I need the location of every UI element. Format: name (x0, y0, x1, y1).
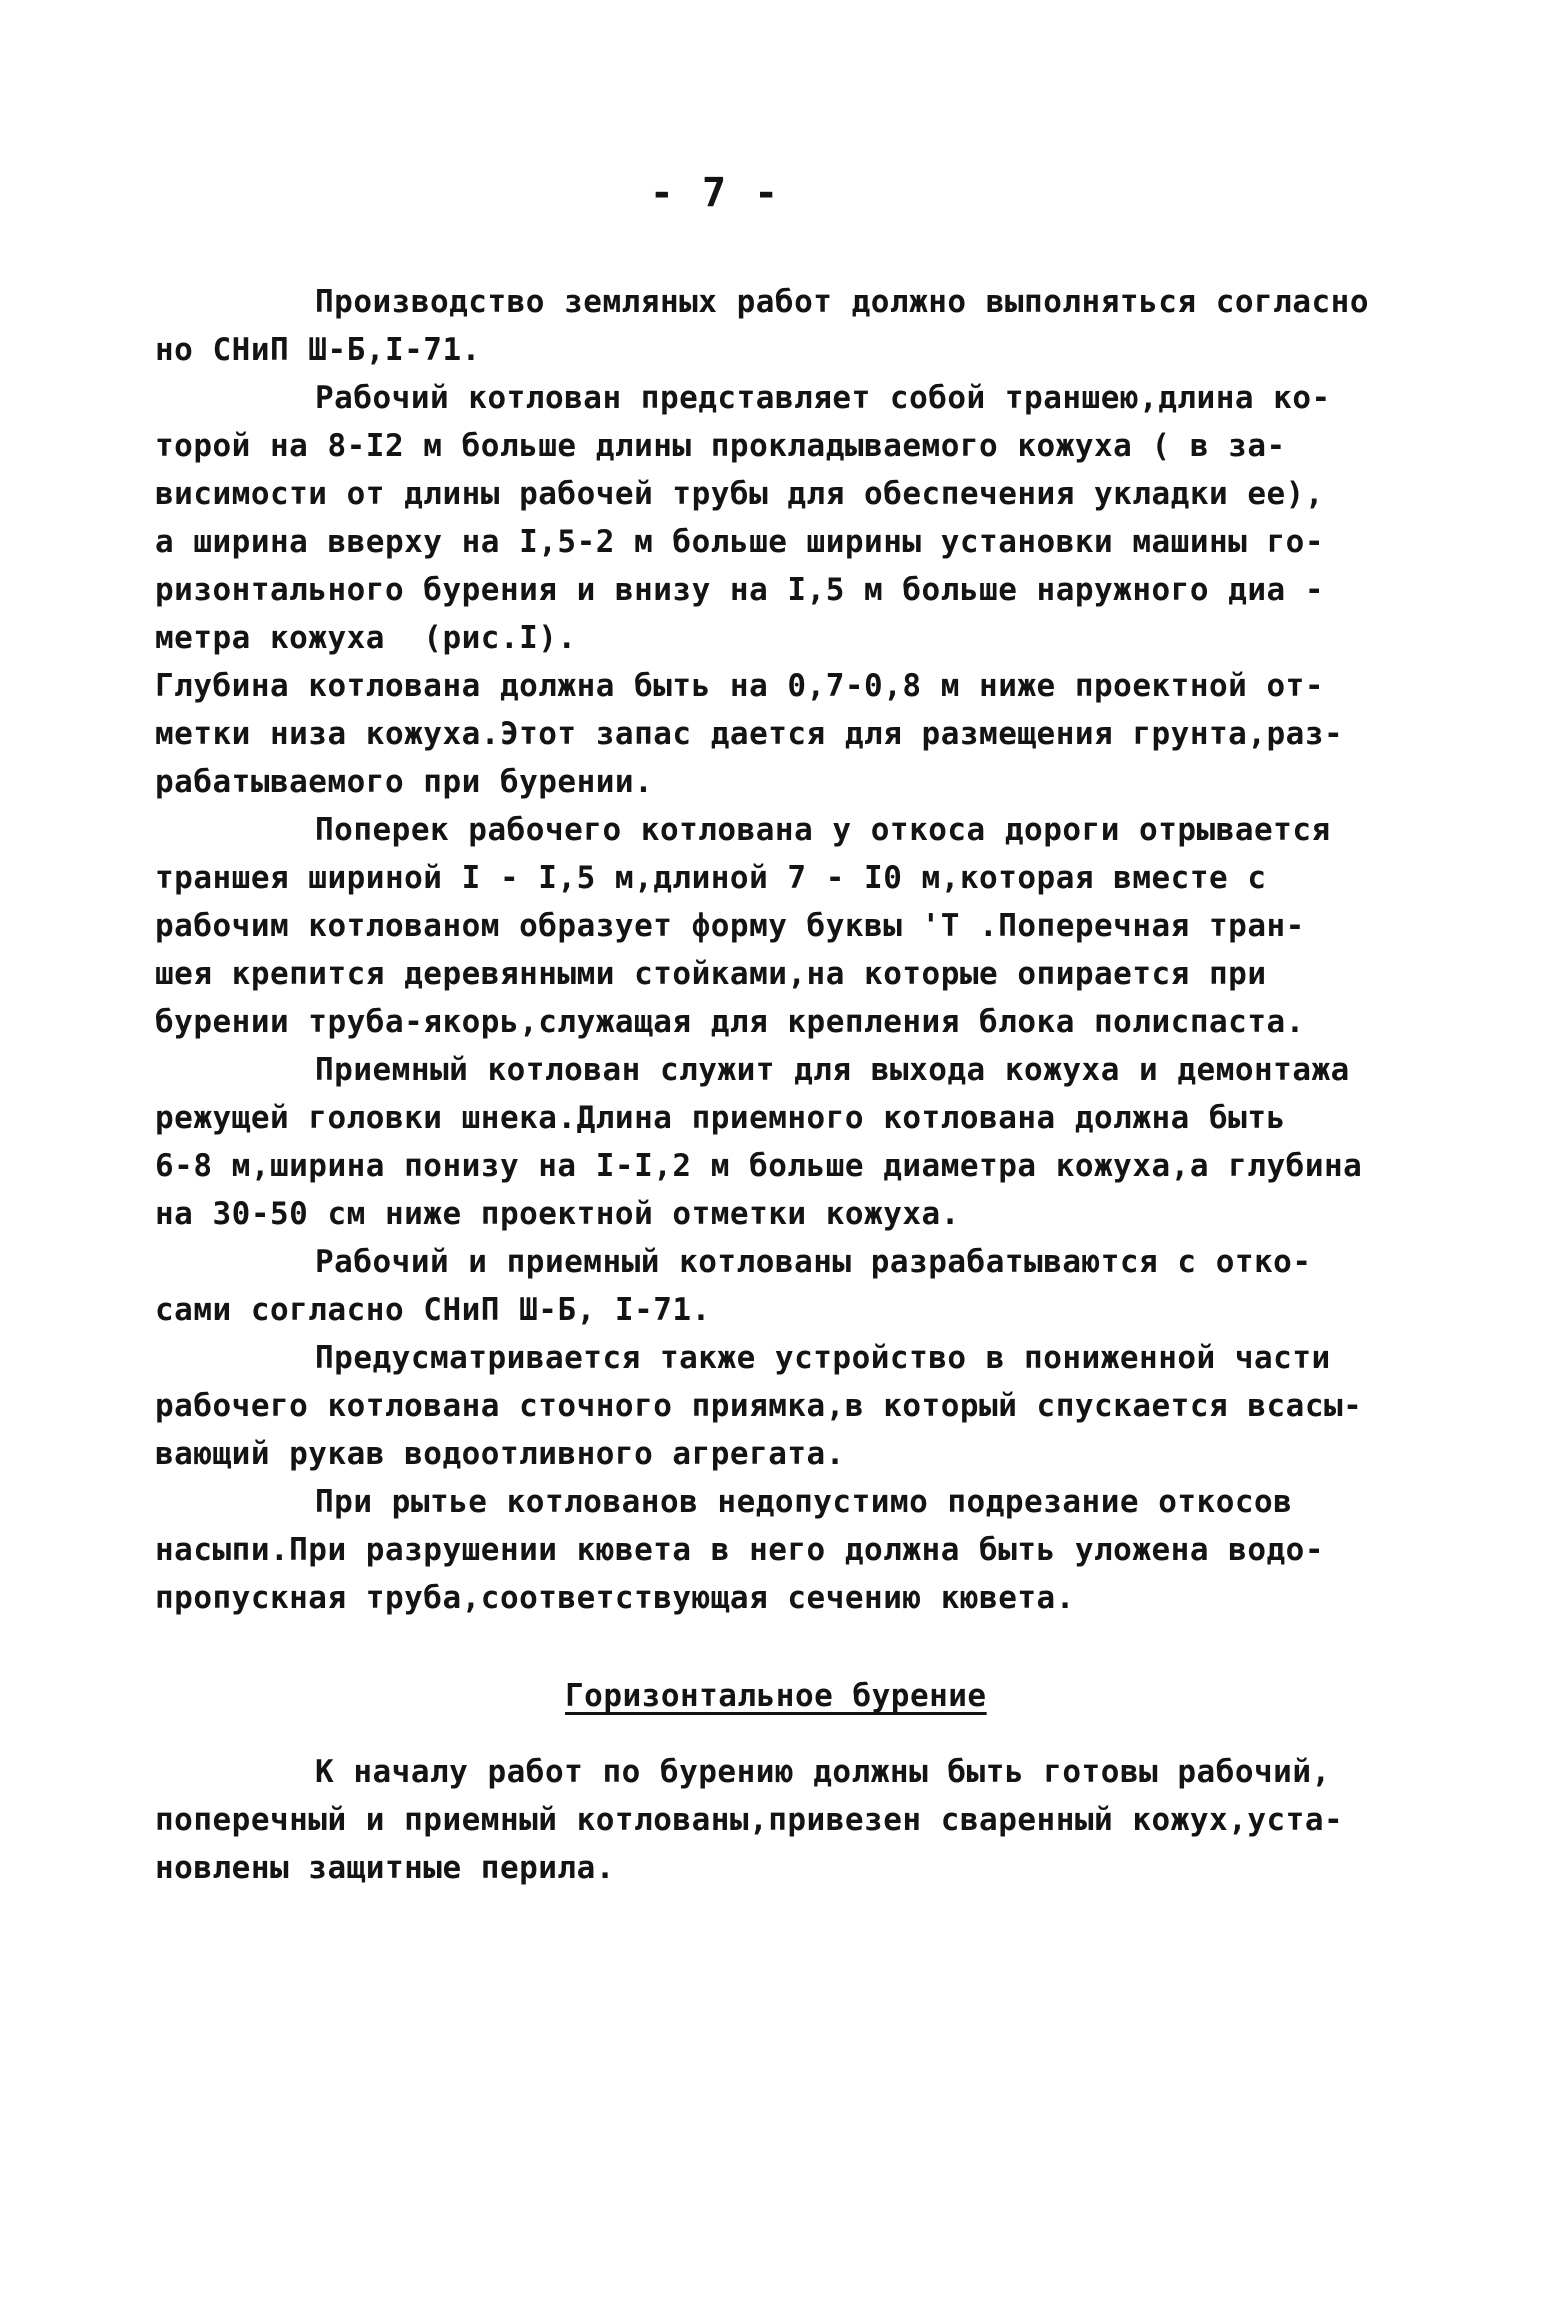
paragraph-line: но СНиП Ш-Б,I-71. (155, 332, 481, 368)
paragraph-8 (155, 1478, 1425, 1622)
paragraph-line: Рабочий и приемный котлованы разрабатываются с отко- (315, 1244, 1312, 1280)
paragraph-line: рабочего котлована сточного приямка,в который спускается всасы- (155, 1388, 1363, 1424)
paragraph-line: висимости от длины рабочей трубы для обеспечения укладки ее), (155, 476, 1324, 512)
paragraph-5 (155, 1046, 1425, 1238)
paragraph-line: бурении труба-якорь,служащая для крепления блока полиспаста. (155, 1004, 1305, 1040)
paragraph-3 (155, 662, 1425, 806)
body-text (155, 278, 1425, 1892)
paragraph-2 (155, 374, 1425, 662)
spacer (155, 1622, 1425, 1672)
paragraph-line: насыпи.При разрушении кювета в него должна быть уложена водо- (155, 1532, 1324, 1568)
paragraph-line: ризонтального бурения и внизу на I,5 м больше наружного диа - (155, 572, 1324, 608)
paragraph-line: режущей головки шнека.Длина приемного котлована должна быть (155, 1100, 1286, 1136)
paragraph-4 (155, 806, 1425, 1046)
paragraph-line: Производство земляных работ должно выполняться согласно (315, 284, 1369, 320)
paragraph-line: новлены защитные перила. (155, 1850, 615, 1886)
paragraph-line: Глубина котлована должна быть на 0,7-0,8 м ниже проектной от- (155, 668, 1324, 704)
paragraph-line: шея крепится деревянными стойками,на которые опирается при (155, 956, 1267, 992)
page-number: - 7 - (649, 170, 781, 216)
paragraph-line: Рабочий котлован представляет собой траншею,длина ко- (315, 380, 1331, 416)
paragraph-line: торой на 8-I2 м больше длины прокладываемого кожуха ( в за- (155, 428, 1286, 464)
paragraph-line: пропускная труба,соответствующая сечению кювета. (155, 1580, 1075, 1616)
paragraph-line: рабочим котлованом образует форму буквы 'Т .Поперечная тран- (155, 908, 1305, 944)
section-paragraph (155, 1748, 1425, 1892)
paragraph-line: метра кожуха (рис.I). (155, 620, 577, 656)
section-heading: Горизонтальное бурение (565, 1678, 987, 1714)
paragraph-line: При рытье котлованов недопустимо подрезание откосов (315, 1484, 1293, 1520)
paragraph-line: Поперек рабочего котлована у откоса дороги отрывается (315, 812, 1331, 848)
paragraph-line: Приемный котлован служит для выхода кожуха и демонтажа (315, 1052, 1350, 1088)
paragraph-line: вающий рукав водоотливного агрегата. (155, 1436, 845, 1472)
paragraph-line: Предусматривается также устройство в пониженной части (315, 1340, 1331, 1376)
paragraph-line: метки низа кожуха.Этот запас дается для размещения грунта,раз- (155, 716, 1344, 752)
spacer (155, 1720, 1425, 1748)
paragraph-line: сами согласно СНиП Ш-Б, I-71. (155, 1292, 711, 1328)
paragraph-line: поперечный и приемный котлованы,привезен сваренный кожух,уста- (155, 1802, 1344, 1838)
paragraph-line: рабатываемого при бурении. (155, 764, 654, 800)
section-heading-row (155, 1672, 1425, 1720)
paragraph-line: на 30-50 см ниже проектной отметки кожуха. (155, 1196, 960, 1232)
paragraph-1 (155, 278, 1425, 374)
paragraph-line: а ширина вверху на I,5-2 м больше ширины установки машины го- (155, 524, 1324, 560)
paragraph-6 (155, 1238, 1425, 1334)
paragraph-line: траншея шириной I - I,5 м,длиной 7 - I0 м,которая вместе с (155, 860, 1267, 896)
paragraph-line: 6-8 м,ширина понизу на I-I,2 м больше диаметра кожуха,а глубина (155, 1148, 1363, 1184)
paragraph-line: К началу работ по бурению должны быть готовы рабочий, (315, 1754, 1331, 1790)
paragraph-7 (155, 1334, 1425, 1478)
